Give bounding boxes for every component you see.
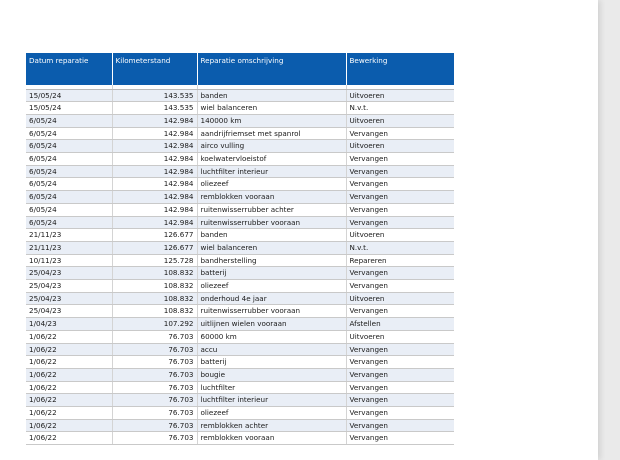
cell-repair-date: 6/05/24 <box>26 153 112 166</box>
cell-operation: Uitvoeren <box>346 140 454 153</box>
table-row <box>26 267 454 280</box>
cell-repair-description: oliezeef <box>197 280 346 293</box>
cell-mileage: 142.984 <box>112 165 197 178</box>
cell-mileage: 142.984 <box>112 191 197 204</box>
cell-operation: N.v.t. <box>346 102 454 115</box>
cell-repair-date: 1/06/22 <box>26 432 112 445</box>
cell-repair-date: 1/06/22 <box>26 381 112 394</box>
table-row <box>26 305 454 318</box>
table-row <box>26 343 454 356</box>
table-row <box>26 394 454 407</box>
cell-mileage: 126.677 <box>112 241 197 254</box>
cell-operation: Vervangen <box>346 191 454 204</box>
cell-mileage: 108.832 <box>112 267 197 280</box>
cell-operation: Vervangen <box>346 356 454 369</box>
cell-mileage: 76.703 <box>112 356 197 369</box>
cell-mileage: 76.703 <box>112 381 197 394</box>
cell-mileage: 142.984 <box>112 114 197 127</box>
cell-mileage: 143.535 <box>112 89 197 102</box>
cell-repair-date: 25/04/23 <box>26 280 112 293</box>
header-operation: Bewerking <box>346 53 454 85</box>
cell-mileage: 76.703 <box>112 432 197 445</box>
cell-repair-description: oliezeef <box>197 407 346 420</box>
cell-operation: Vervangen <box>346 203 454 216</box>
table-row <box>26 165 454 178</box>
cell-mileage: 108.832 <box>112 305 197 318</box>
cell-operation: Vervangen <box>346 127 454 140</box>
cell-operation: Afstellen <box>346 318 454 331</box>
table-row <box>26 419 454 432</box>
cell-repair-date: 21/11/23 <box>26 241 112 254</box>
cell-repair-description: ruitenwisserrubber vooraan <box>197 305 346 318</box>
cell-mileage: 76.703 <box>112 343 197 356</box>
cell-repair-description: airco vulling <box>197 140 346 153</box>
table-row <box>26 102 454 115</box>
cell-repair-date: 6/05/24 <box>26 216 112 229</box>
cell-repair-date: 25/04/23 <box>26 305 112 318</box>
cell-mileage: 76.703 <box>112 330 197 343</box>
repair-history-table <box>26 53 454 445</box>
table-row <box>26 127 454 140</box>
cell-operation: Uitvoeren <box>346 330 454 343</box>
table-row <box>26 140 454 153</box>
cell-repair-date: 25/04/23 <box>26 267 112 280</box>
cell-repair-description: banden <box>197 89 346 102</box>
cell-operation: Uitvoeren <box>346 229 454 242</box>
cell-repair-date: 6/05/24 <box>26 203 112 216</box>
cell-repair-description: batterij <box>197 267 346 280</box>
table-row <box>26 280 454 293</box>
table-row <box>26 368 454 381</box>
table-row <box>26 229 454 242</box>
cell-repair-description: ruitenwisserrubber vooraan <box>197 216 346 229</box>
cell-operation: Vervangen <box>346 432 454 445</box>
cell-repair-date: 15/05/24 <box>26 89 112 102</box>
cell-repair-date: 1/06/22 <box>26 368 112 381</box>
cell-mileage: 126.677 <box>112 229 197 242</box>
cell-repair-description: luchtfilter <box>197 381 346 394</box>
cell-repair-date: 25/04/23 <box>26 292 112 305</box>
cell-repair-date: 6/05/24 <box>26 114 112 127</box>
cell-operation: Vervangen <box>346 165 454 178</box>
cell-operation: Vervangen <box>346 280 454 293</box>
table-body <box>26 85 454 445</box>
cell-repair-date: 6/05/24 <box>26 140 112 153</box>
cell-repair-description: remblokken vooraan <box>197 432 346 445</box>
cell-operation: Uitvoeren <box>346 89 454 102</box>
table-row <box>26 407 454 420</box>
cell-operation: Vervangen <box>346 305 454 318</box>
cell-mileage: 142.984 <box>112 178 197 191</box>
cell-repair-description: bandherstelling <box>197 254 346 267</box>
cell-repair-description: onderhoud 4e jaar <box>197 292 346 305</box>
cell-mileage: 107.292 <box>112 318 197 331</box>
cell-operation: Vervangen <box>346 216 454 229</box>
header-mileage: Kilometerstand <box>112 53 197 85</box>
cell-mileage: 76.703 <box>112 394 197 407</box>
cell-repair-date: 15/05/24 <box>26 102 112 115</box>
cell-repair-description: remblokken achter <box>197 419 346 432</box>
cell-repair-date: 21/11/23 <box>26 229 112 242</box>
cell-repair-date: 6/05/24 <box>26 165 112 178</box>
table-row <box>26 254 454 267</box>
cell-mileage: 108.832 <box>112 292 197 305</box>
cell-operation: Uitvoeren <box>346 292 454 305</box>
table-row <box>26 241 454 254</box>
table-row <box>26 216 454 229</box>
cell-operation: Repareren <box>346 254 454 267</box>
cell-repair-date: 1/06/22 <box>26 419 112 432</box>
cell-mileage: 76.703 <box>112 368 197 381</box>
cell-operation: Vervangen <box>346 381 454 394</box>
table-row <box>26 178 454 191</box>
cell-repair-date: 6/05/24 <box>26 127 112 140</box>
cell-operation: Vervangen <box>346 178 454 191</box>
cell-mileage: 142.984 <box>112 140 197 153</box>
cell-repair-description: luchtfilter interieur <box>197 165 346 178</box>
cell-repair-description: uitlijnen wielen vooraan <box>197 318 346 331</box>
cell-operation: N.v.t. <box>346 241 454 254</box>
cell-repair-description: koelwatervloeistof <box>197 153 346 166</box>
table-row <box>26 292 454 305</box>
cell-repair-date: 1/04/23 <box>26 318 112 331</box>
cell-repair-description: accu <box>197 343 346 356</box>
cell-repair-date: 1/06/22 <box>26 394 112 407</box>
cell-repair-description: ruitenwisserrubber achter <box>197 203 346 216</box>
cell-repair-date: 1/06/22 <box>26 407 112 420</box>
table-row <box>26 381 454 394</box>
cell-repair-date: 1/06/22 <box>26 330 112 343</box>
cell-mileage: 142.984 <box>112 216 197 229</box>
cell-operation: Vervangen <box>346 153 454 166</box>
table-row <box>26 114 454 127</box>
table-row <box>26 203 454 216</box>
cell-repair-description: batterij <box>197 356 346 369</box>
table-row <box>26 89 454 102</box>
table-header-row <box>26 53 454 85</box>
table-row <box>26 318 454 331</box>
cell-mileage: 76.703 <box>112 407 197 420</box>
cell-repair-description: remblokken vooraan <box>197 191 346 204</box>
cell-repair-description: oliezeef <box>197 178 346 191</box>
cell-operation: Vervangen <box>346 267 454 280</box>
cell-repair-description: wiel balanceren <box>197 102 346 115</box>
cell-operation: Vervangen <box>346 394 454 407</box>
cell-mileage: 142.984 <box>112 203 197 216</box>
cell-repair-description: wiel balanceren <box>197 241 346 254</box>
cell-operation: Vervangen <box>346 419 454 432</box>
table-row <box>26 432 454 445</box>
table-row <box>26 153 454 166</box>
header-repair-date: Datum reparatie <box>26 53 112 85</box>
cell-mileage: 108.832 <box>112 280 197 293</box>
table-row <box>26 191 454 204</box>
cell-repair-date: 1/06/22 <box>26 343 112 356</box>
cell-mileage: 142.984 <box>112 127 197 140</box>
cell-operation: Uitvoeren <box>346 114 454 127</box>
cell-mileage: 76.703 <box>112 419 197 432</box>
cell-repair-date: 1/06/22 <box>26 356 112 369</box>
cell-repair-description: 60000 km <box>197 330 346 343</box>
cell-operation: Vervangen <box>346 368 454 381</box>
table-row <box>26 356 454 369</box>
cell-repair-date: 10/11/23 <box>26 254 112 267</box>
cell-repair-description: 140000 km <box>197 114 346 127</box>
cell-repair-description: bougie <box>197 368 346 381</box>
cell-repair-description: luchtfilter interieur <box>197 394 346 407</box>
header-repair-description: Reparatie omschrijving <box>197 53 346 85</box>
cell-repair-date: 6/05/24 <box>26 178 112 191</box>
cell-repair-date: 6/05/24 <box>26 191 112 204</box>
cell-operation: Vervangen <box>346 407 454 420</box>
cell-repair-description: aandrijfriemset met spanrol <box>197 127 346 140</box>
cell-mileage: 125.728 <box>112 254 197 267</box>
cell-mileage: 143.535 <box>112 102 197 115</box>
cell-repair-description: banden <box>197 229 346 242</box>
table-row <box>26 330 454 343</box>
cell-operation: Vervangen <box>346 343 454 356</box>
cell-mileage: 142.984 <box>112 153 197 166</box>
